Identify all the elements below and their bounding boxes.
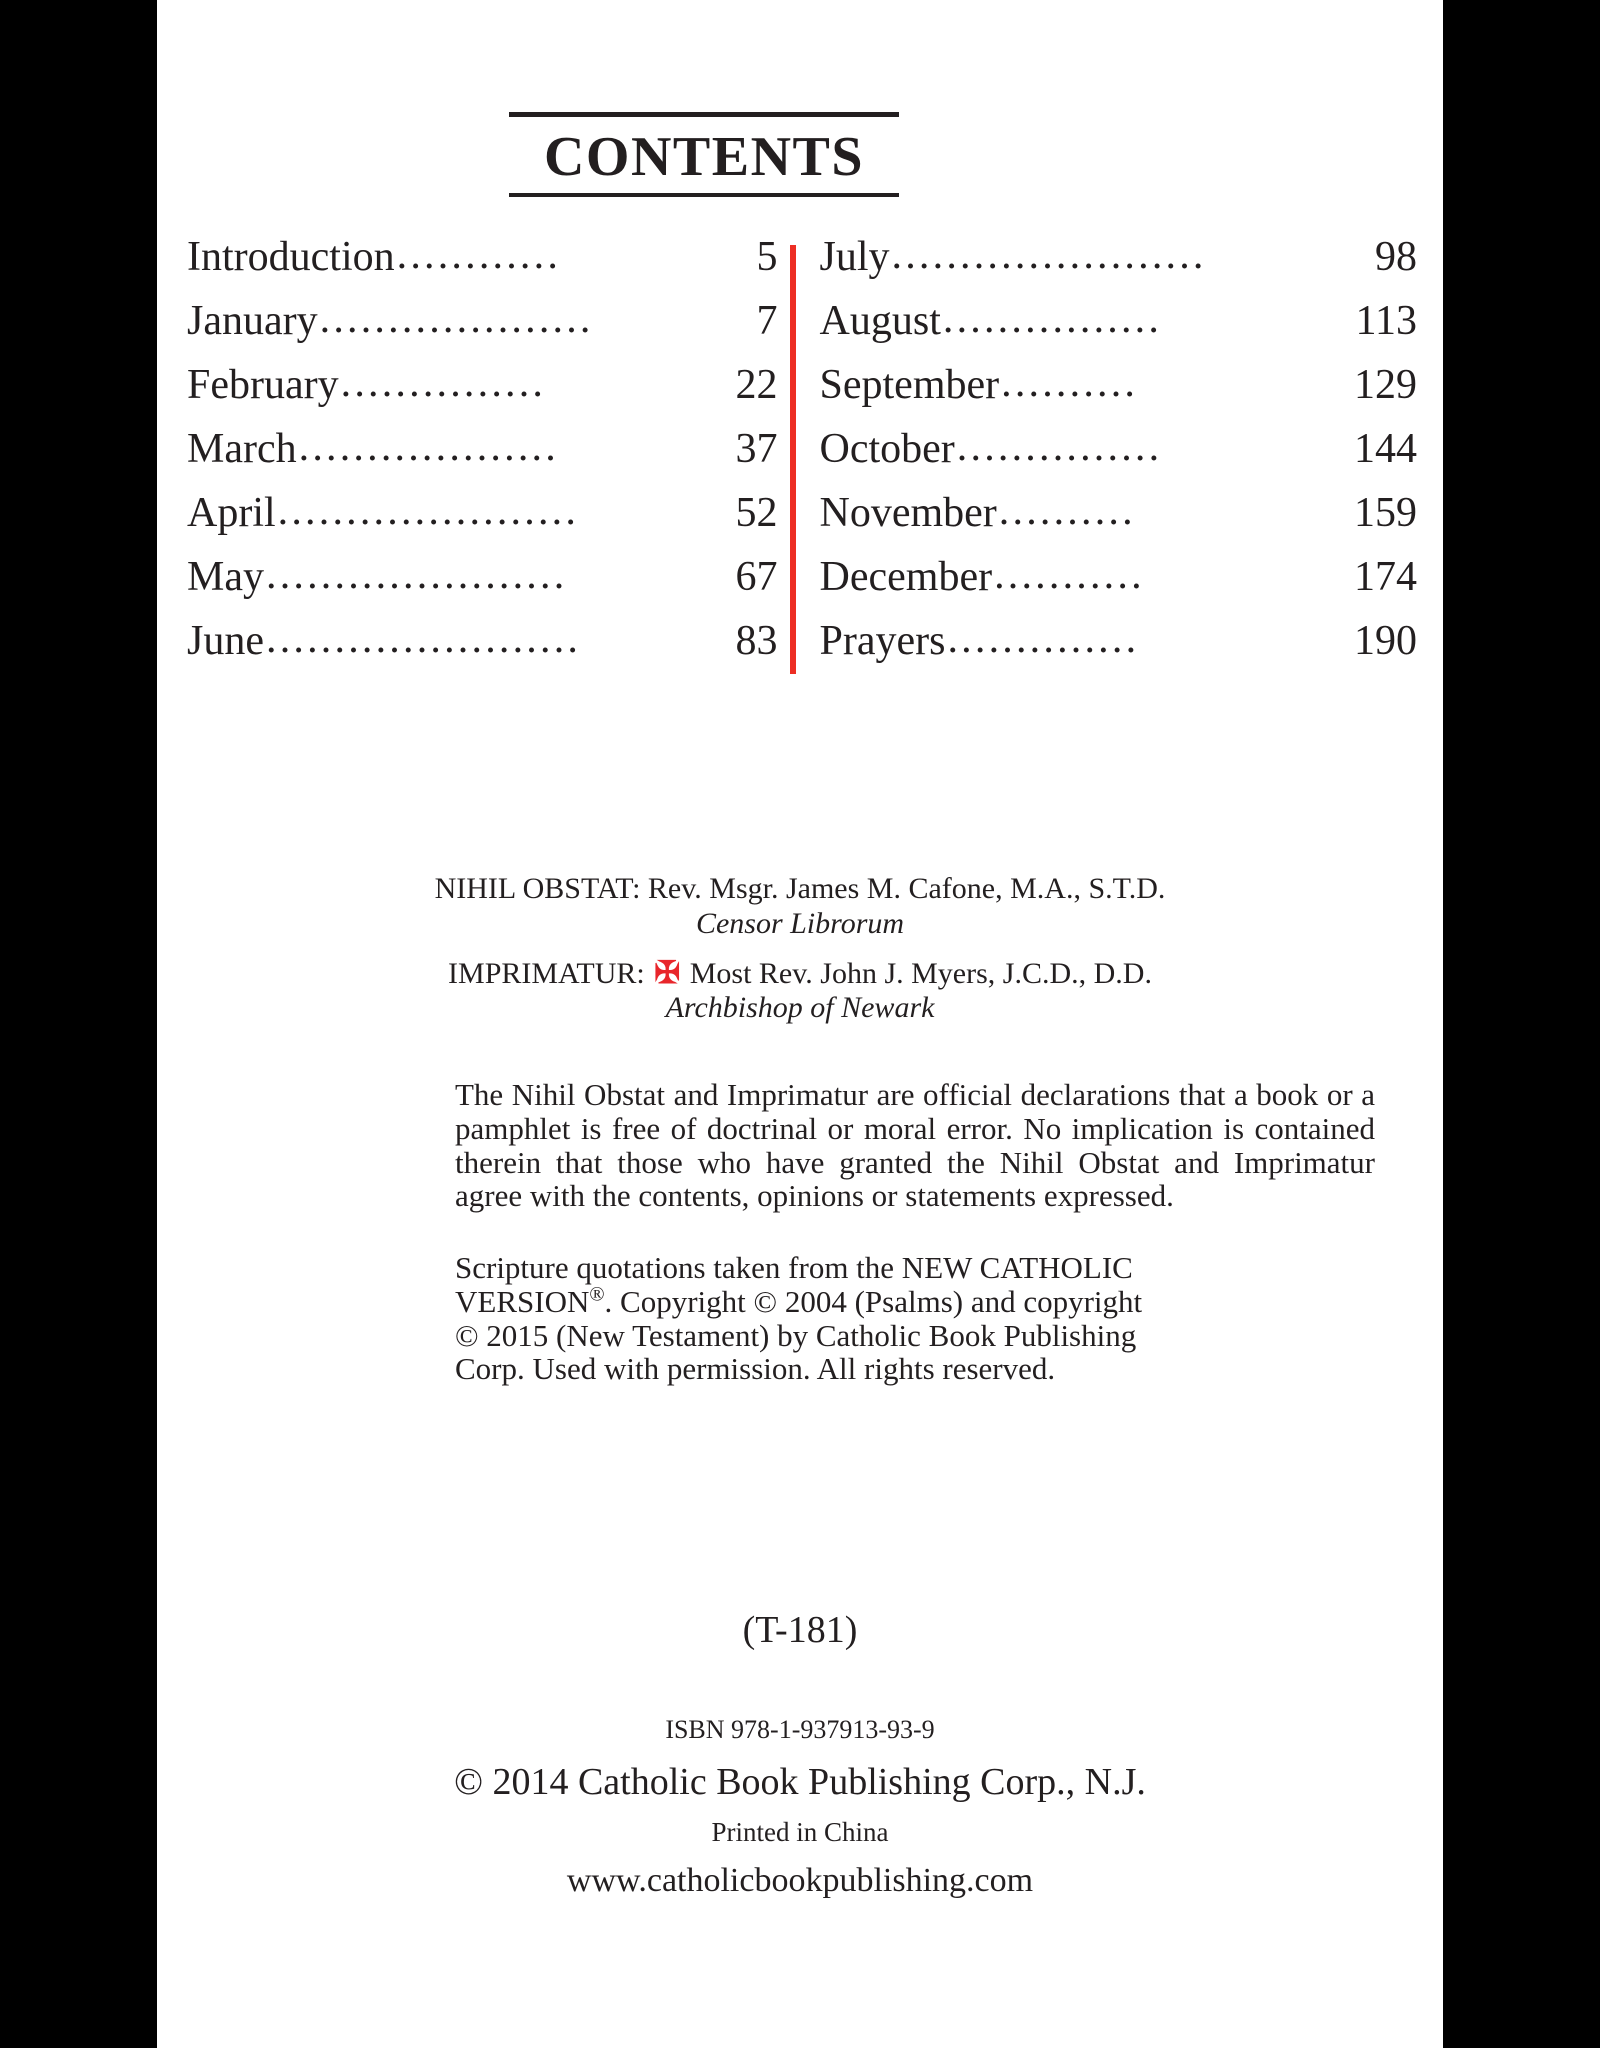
scripture-credit-version: VERSION [455,1283,590,1319]
toc-entry-prayers[interactable] [820,620,1417,684]
toc-leader-dots: ............... [340,362,547,404]
toc-leader-dots: .................... [319,298,594,340]
scripture-credit-line-1: Scripture quotations taken from the NEW CATHOLIC [455,1250,1133,1286]
toc-leader-dots: ............... [956,426,1163,468]
copyright-line: © 2014 Catholic Book Publishing Corp., N.J. [454,1761,1146,1803]
imprimatur-line [157,955,1443,992]
toc-entry-page: 113 [1355,298,1417,344]
toc-entry-page: 67 [735,554,778,600]
toc-entry-june[interactable] [187,620,778,684]
toc-entry-label: March [187,426,297,472]
toc-entry-august[interactable] [820,300,1417,364]
toc-entry-july[interactable] [820,236,1417,300]
toc-entry-label: April [187,490,276,536]
scripture-credit-line-3: © 2015 (New Testament) by Catholic Book Publishing [455,1317,1137,1353]
toc-entry-january[interactable] [187,300,778,364]
toc-entry-page: 174 [1354,554,1417,600]
toc-entry-page: 144 [1354,426,1417,472]
toc-entry-label: November [819,490,997,536]
toc-entry-february[interactable] [187,364,778,428]
approbation-spacer [157,942,1443,955]
toc-leader-dots: .............. [947,618,1140,660]
toc-leader-dots: ...................... [277,490,580,532]
toc-entry-may[interactable] [187,556,778,620]
table-of-contents [187,236,1417,684]
contents-header [509,112,899,197]
page-title: CONTENTS [543,126,865,188]
scripture-credit-paragraph [455,1251,1375,1386]
toc-entry-introduction[interactable] [187,236,778,300]
legal-text-block [455,1078,1375,1386]
toc-column-right [796,236,1417,684]
toc-entry-label: Prayers [819,618,946,664]
toc-entry-page: 22 [735,362,778,408]
toc-entry-label: January [187,298,318,344]
toc-leader-dots: ............ [396,234,562,276]
isbn-number: ISBN 978-1-937913-93-9 [665,1715,935,1744]
printed-in-line: Printed in China [711,1817,889,1847]
archbishop-line: Archbishop of Newark [665,991,935,1025]
nihil-obstat-disclaimer-paragraph: The Nihil Obstat and Imprimatur are official declarations that a book or a pamphlet is free of doctrinal or moral error. No implication is contained therein that those who have granted the Nihil Obstat and Imprimatur agree with the contents, opinions or statements expressed. [455,1077,1375,1214]
toc-entry-page: 37 [735,426,778,472]
toc-entry-november[interactable] [820,492,1417,556]
toc-entry-label: December [819,554,993,600]
toc-entry-page: 159 [1354,490,1417,536]
toc-entry-page: 98 [1375,234,1417,280]
toc-entry-label: May [187,554,264,600]
toc-entry-october[interactable] [820,428,1417,492]
rule-below-title [509,193,899,197]
approbation-block [157,872,1443,1026]
toc-leader-dots: .......... [998,490,1136,532]
toc-entry-april[interactable] [187,492,778,556]
toc-entry-page: 7 [756,298,778,344]
toc-entry-page: 190 [1354,618,1417,664]
registered-trademark-icon: ® [589,1283,605,1306]
toc-column-left [187,236,790,684]
toc-entry-label: June [187,618,264,664]
toc-entry-label: July [819,234,890,280]
toc-entry-march[interactable] [187,428,778,492]
toc-entry-page: 52 [735,490,778,536]
toc-leader-dots: ....................... [891,234,1207,276]
book-page [157,0,1443,2048]
toc-entry-page: 83 [735,618,778,664]
toc-leader-dots: ....................... [266,618,582,660]
imprimatur-label: IMPRIMATUR: [448,956,645,990]
product-code: (T-181) [742,1609,858,1651]
maltese-cross-icon: ✠ [654,954,681,990]
toc-entry-label: Introduction [187,234,395,280]
toc-leader-dots: .......... [1001,362,1139,404]
toc-entry-december[interactable] [820,556,1417,620]
toc-entry-page: 5 [756,234,778,280]
publisher-website[interactable]: www.catholicbookpublishing.com [566,1862,1034,1899]
toc-entry-september[interactable] [820,364,1417,428]
toc-entry-label: February [187,362,339,408]
nihil-obstat-line: NIHIL OBSTAT: Rev. Msgr. James M. Cafone, M.A., S.T.D. [434,872,1166,905]
toc-leader-dots: ........... [994,554,1145,596]
toc-entry-label: September [819,362,1000,408]
toc-leader-dots: ................... [298,426,559,468]
toc-entry-label: October [819,426,955,472]
scripture-credit-line-4: Corp. Used with permission. All rights reserved. [455,1351,1056,1387]
scripture-credit-line-2: . Copyright © 2004 (Psalms) and copyright [604,1283,1143,1319]
censor-librorum-line: Censor Librorum [695,906,905,940]
toc-entry-label: August [819,298,941,344]
imprimatur-name: Most Rev. John J. Myers, J.C.D., D.D. [689,956,1152,990]
toc-leader-dots: ...................... [266,554,568,596]
toc-entry-page: 129 [1354,362,1417,408]
toc-leader-dots: ................ [942,298,1163,340]
